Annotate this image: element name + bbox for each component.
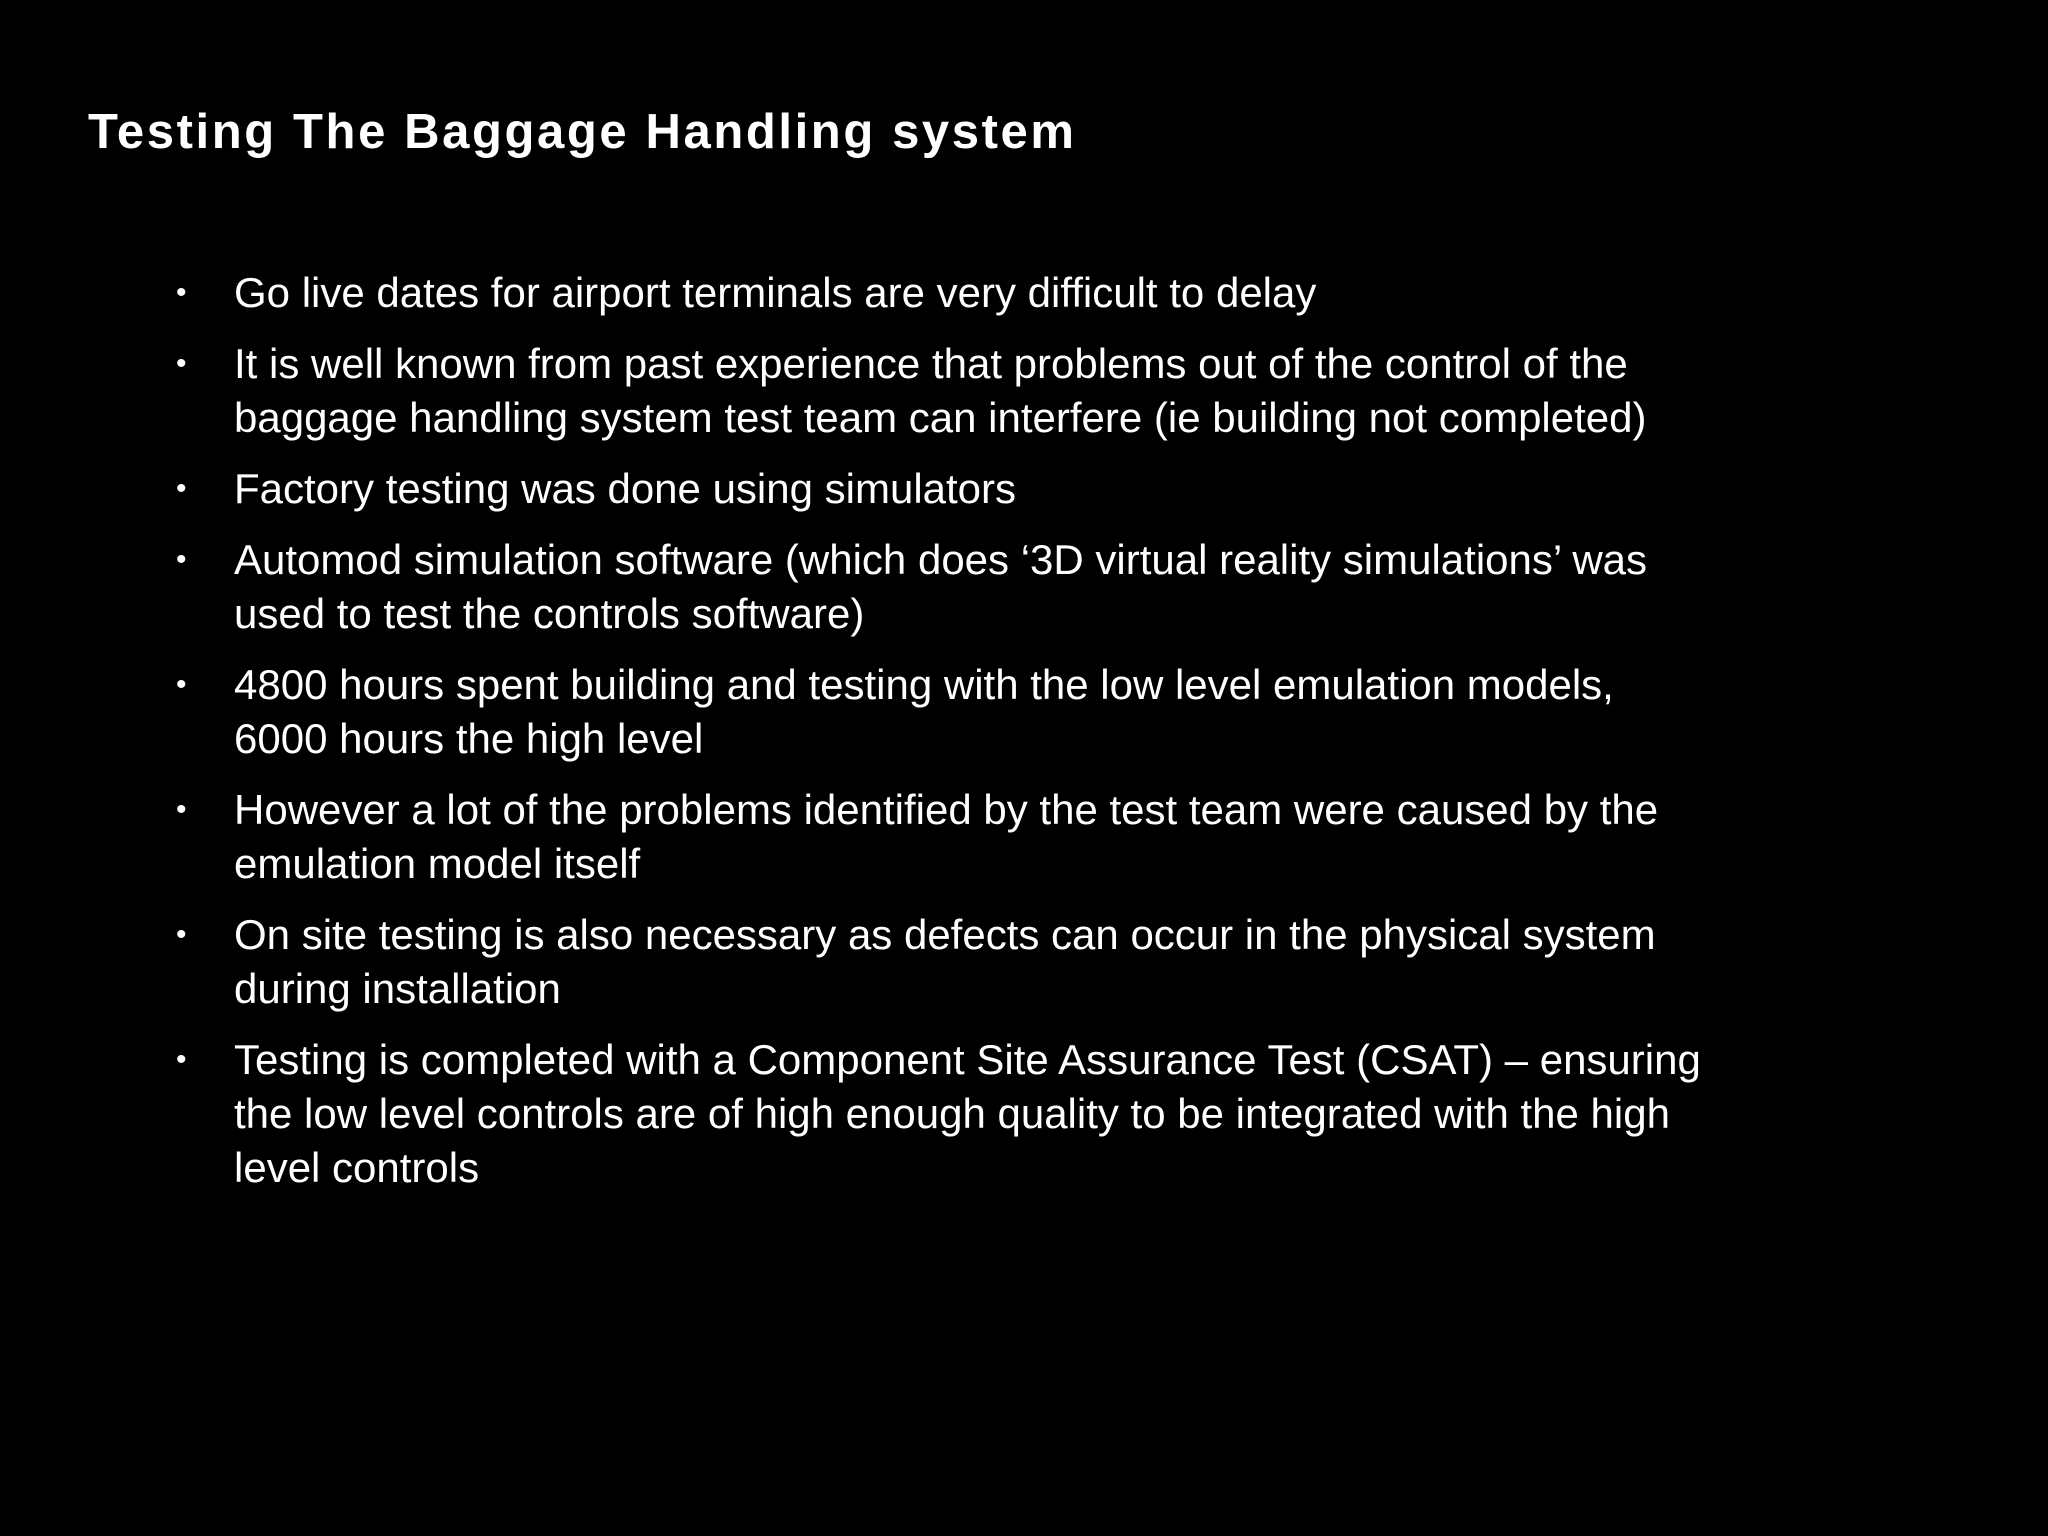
- slide-title: Testing The Baggage Handling system: [88, 105, 1077, 159]
- bullet-item: [174, 908, 1874, 1016]
- bullet-icon: •: [176, 472, 187, 505]
- bullet-list: [174, 266, 1874, 1212]
- bullet-item: [174, 658, 1874, 766]
- bullet-text: It is well known from past experience that problems out of the control of the baggage handling system test team can interfere (ie building not completed): [234, 340, 1647, 441]
- bullet-item: [174, 1033, 1874, 1195]
- bullet-icon: •: [176, 276, 187, 309]
- bullet-text: On site testing is also necessary as defects can occur in the physical system during installation: [234, 911, 1656, 1012]
- bullet-icon: •: [176, 347, 187, 380]
- bullet-text: 4800 hours spent building and testing with the low level emulation models, 6000 hours the high level: [234, 661, 1614, 762]
- bullet-item: [174, 783, 1874, 891]
- bullet-icon: •: [176, 793, 187, 826]
- bullet-item: [174, 266, 1874, 320]
- bullet-text: Go live dates for airport terminals are very difficult to delay: [234, 269, 1317, 316]
- bullet-text: Automod simulation software (which does ‘3D virtual reality simulations’ was used to test the controls software): [234, 536, 1648, 637]
- bullet-text: Testing is completed with a Component Site Assurance Test (CSAT) – ensuring the low level controls are of high enough quality to be integrated with the high level controls: [234, 1036, 1701, 1191]
- bullet-text: However a lot of the problems identified by the test team were caused by the emulation model itself: [234, 786, 1659, 887]
- bullet-icon: •: [176, 543, 187, 576]
- bullet-item: [174, 462, 1874, 516]
- bullet-item: [174, 533, 1874, 641]
- bullet-icon: •: [176, 1043, 187, 1076]
- bullet-text: Factory testing was done using simulators: [234, 465, 1017, 512]
- bullet-icon: •: [176, 668, 187, 701]
- bullet-item: [174, 337, 1874, 445]
- bullet-icon: •: [176, 918, 187, 951]
